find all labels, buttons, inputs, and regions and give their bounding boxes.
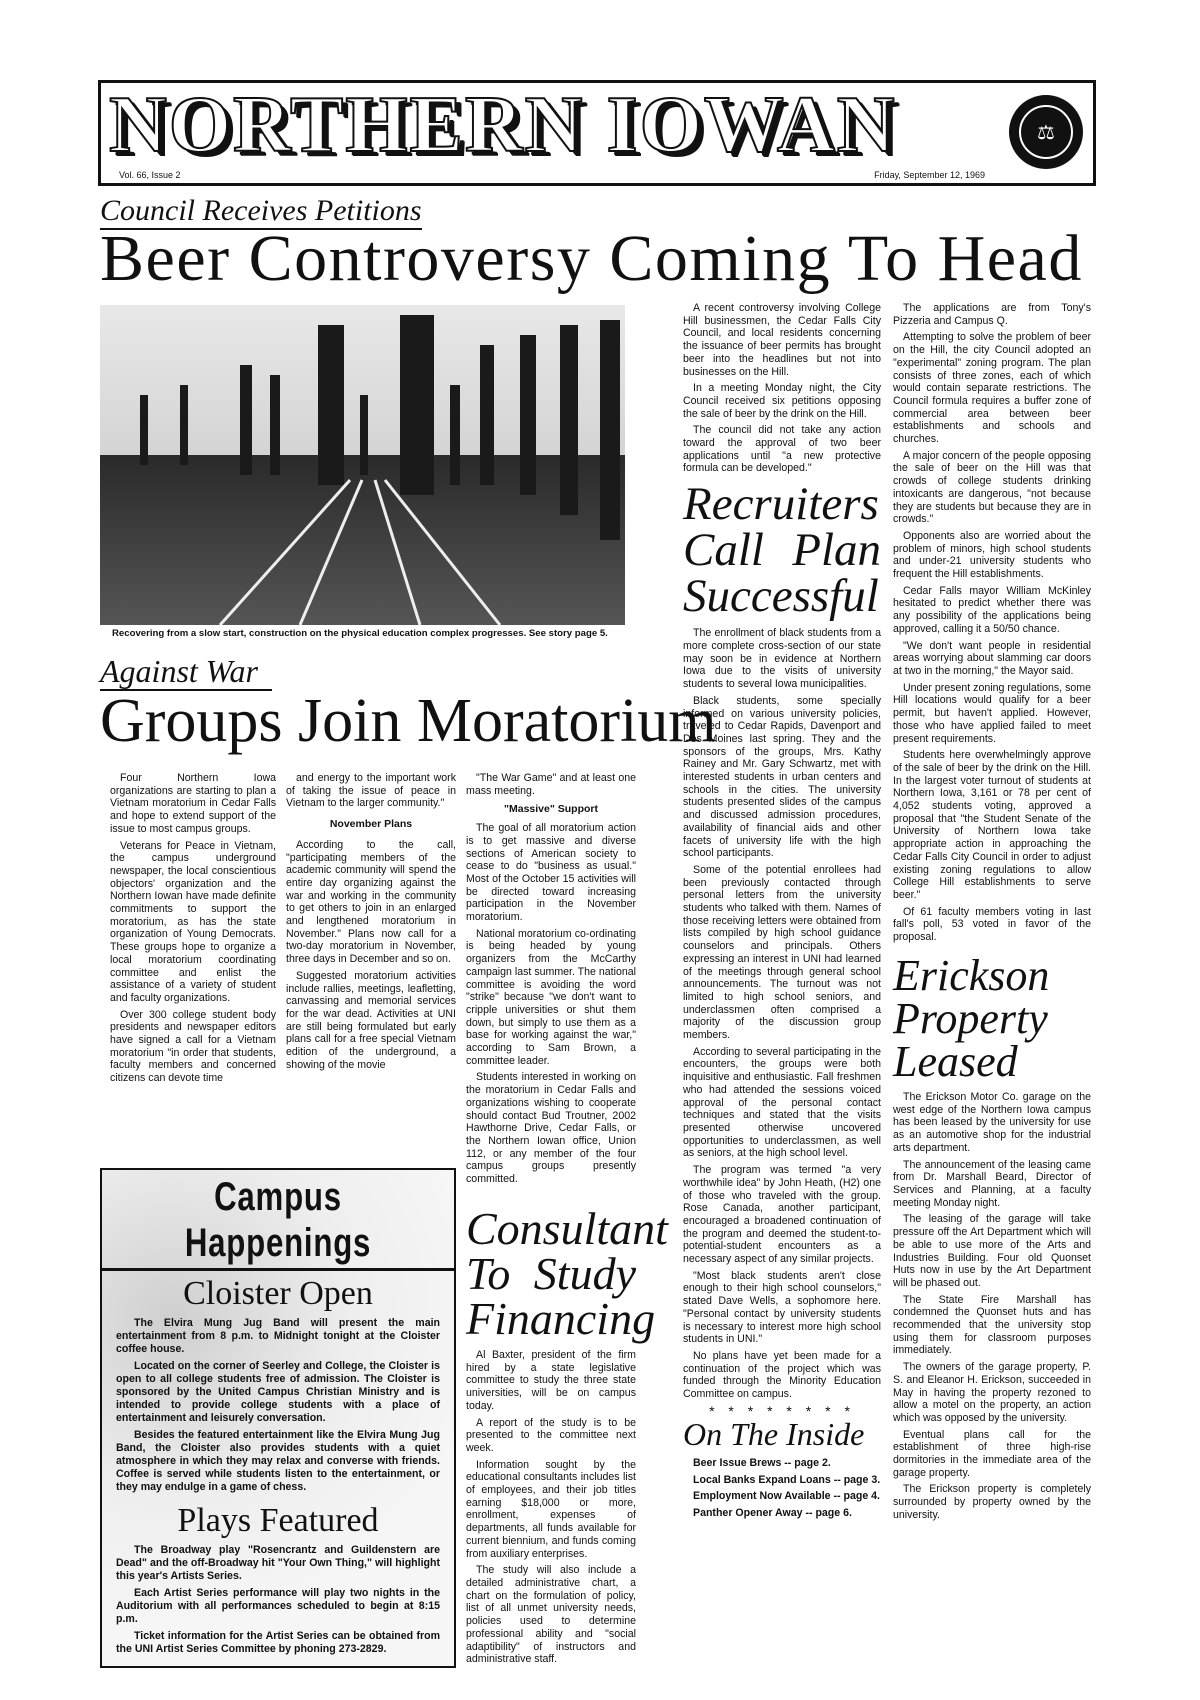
moratorium-column-3 <box>466 772 668 1670</box>
paragraph-list <box>286 772 456 810</box>
article-paragraph: The Erickson Motor Co. garage on the west edge of the Northern Iowa campus has been leased by the university for use as an automotive shop for the industrial arts department. <box>893 1091 1091 1154</box>
plays-featured-headline: Plays Featured <box>177 1502 379 1539</box>
article-paragraph: The study will also include a detailed administrative chart, a chart on the formulation of policy, list of all unmet university needs, policies used to determine professional ability and "social adaptibility" of instructors and administrative staff. <box>466 1564 636 1666</box>
article-paragraph: In a meeting Monday night, the City Council received six petitions opposing the sale of beer by the drink on the Hill. <box>683 382 881 420</box>
inside-item: Panther Opener Away -- page 6. <box>693 1506 852 1519</box>
photo-caption: Recovering from a slow start, construction on the physical education complex progresses. See story page 5. <box>112 628 608 639</box>
article-paragraph: Of 61 faculty members voting in last fall's poll, 53 voted in favor of the proposal. <box>893 905 1091 944</box>
article-paragraph: The program was termed "a very worthwhile idea" by John Heath, (H2) one of those who traveled with the group. Rose Canada, another participant, encouraged a broadened continuation of the program and deemed the student-to-potential-student encounters as a necessary aspect of any similar projects. <box>683 1164 881 1266</box>
article-paragraph: The enrollment of black students from a more complete cross-section of our state may soon be in evidence at Northern Iowa due to the visits of university students to several Iowa municipalities. <box>683 627 881 691</box>
campus-happenings-box <box>100 1168 456 1668</box>
article-paragraph: "We don't want people in residential areas worrying about slamming car doors at two in the morning," the Mayor said. <box>893 639 1091 677</box>
campus-happenings-title: Campus Happenings <box>184 1175 372 1265</box>
article-paragraph: No plans have yet been made for a continuation of the project which was funded through the Minority Education Committee on campus. <box>683 1349 881 1401</box>
paragraph-list <box>683 302 881 475</box>
article-paragraph: A recent controversy involving College Hill businessmen, the Cedar Falls City Council, and local residents concerning the issuance of beer permits has brought beer into the headlines but not into businesses on the Hill. <box>683 302 881 378</box>
column-5 <box>893 302 1091 1526</box>
article-paragraph: Under present zoning regulations, some Hill locations would qualify for a beer permit, but haven't applied. However, those who have applied failed to meet present requirements. <box>893 681 1091 745</box>
paragraph-list <box>893 1091 1091 1522</box>
moratorium-kicker: Against War <box>100 655 272 691</box>
article-paragraph: The State Fire Marshall has condemned the Quonset huts and has recommended that the university stop using them for classroom purposes immediately. <box>893 1293 1091 1357</box>
article-paragraph: Besides the featured entertainment like the Elvira Mung Jug Band, the Cloister also provides students with a quiet atmosphere in which they may relax and converse with friends. Coffee is served while students listen to the entertainment, or they may endulge in a game of chess. <box>116 1429 440 1493</box>
issue-date: Friday, September 12, 1969 <box>874 170 985 180</box>
article-paragraph: National moratorium co-ordinating is being headed by young organizers from the McCarthy campaign last summer. The national committee is avoiding the word "strike" because "we don't want to cripple universities or shut them down, but simply to use them as a base for working against the war," according to Sam Brown, a committee leader. <box>466 927 636 1067</box>
paragraph-list <box>286 839 456 1072</box>
inside-item: Local Banks Expand Loans -- page 3. <box>693 1473 881 1486</box>
article-paragraph: "The War Game" and at least one mass meeting. <box>466 772 636 797</box>
moratorium-headline: Groups Join Moratorium <box>100 687 717 755</box>
moratorium-column-2 <box>286 772 456 1075</box>
paragraph-list <box>102 1317 454 1494</box>
inside-item: Employment Now Available -- page 4. <box>693 1490 880 1503</box>
article-paragraph: Each Artist Series performance will play two nights in the Auditorium with all performances scheduled to begin at 8:15 p.m. <box>116 1587 440 1625</box>
paragraph-list <box>102 1544 454 1656</box>
subhead-november-plans: November Plans <box>329 818 413 831</box>
column-4 <box>683 302 881 1524</box>
paragraph-list <box>466 1349 636 1666</box>
article-paragraph: Students here overwhelmingly approve of the sale of beer by the drink on the Hill. In the largest voter turnout of students at Northern Iowa, 3,161 or 78 per cent of 4,052 students voting, approved a proposal that "the Student Senate of the University of Northern Iowa take appropriate action in approaching the Cedar Falls City Council in order to adjust existing zoning regulations to allow College Hill establishments to serve beer." <box>893 749 1091 901</box>
construction-photo <box>100 305 625 625</box>
paragraph-list <box>683 1457 881 1520</box>
newspaper-nameplate: NORTHERN IOWAN <box>109 81 897 169</box>
article-paragraph: The Erickson property is completely surrounded by property owned by the university. <box>893 1483 1091 1521</box>
beer-headline: Beer Controversy Coming To Head <box>100 222 1083 295</box>
article-paragraph: The Elvira Mung Jug Band will present the main entertainment from 8 p.m. to Midnight tonight at the Cloister coffee house. <box>116 1317 440 1355</box>
article-paragraph: Some of the potential enrollees had been previously contacted through personal letters from the university students who talked with them. Names of those receiving letters were obtained from lists compiled by high school guidance counselors and principals. Others expressing an interest in UNI had learned of the meetings through general school announcements. The turnout was not limited to high school seniors, and underclassmen often comprised a majority of the discussion group members. <box>683 863 881 1042</box>
article-paragraph: Over 300 college student body presidents and newspaper editors have signed a call for a Vietnam moratorium "in order that students, faculty members and concerned citizens can devote time <box>110 1008 276 1085</box>
article-paragraph: Four Northern Iowa organizations are starting to plan a Vietnam moratorium in Cedar Falls and hope to extend support of the issue to most campus groups. <box>110 772 276 835</box>
separator-stars: * * * * * * * * <box>709 1402 855 1419</box>
inside-item: Beer Issue Brews -- page 2. <box>693 1456 831 1469</box>
article-paragraph: According to several participating in the encounters, the groups were both inquisitive and enthusiastic. Fall freshmen who had attended the sessions voiced approval of the personal contact techniques and stated that the visits presented otherwise uncovered opportunities to underclassmen, as well as seniors, at the high school level. <box>683 1045 881 1160</box>
article-paragraph: Al Baxter, president of the firm hired by a state legislative committee to study the three state universities, will be on campus today. <box>466 1349 636 1412</box>
article-paragraph: The goal of all moratorium action is to get massive and diverse sections of American society to cease to do "business as usual." Most of the October 15 activities will be directed toward increasing participation in the November moratorium. <box>466 822 636 924</box>
article-paragraph: Attempting to solve the problem of beer on the Hill, the city Council adopted an "experimental" zoning program. The plan consists of three zones, each of which would contain separate restrictions. The Council formula requires a buffer zone of commercial area between beer establishments and schools and churches. <box>893 331 1091 446</box>
recruiters-headline: Recruiters Call Plan Successful <box>683 478 881 623</box>
paragraph-list <box>110 772 276 1085</box>
masthead <box>98 80 1096 186</box>
article-paragraph: The owners of the garage property, P. S. and Eleanor H. Erickson, succeeded in May in having the property rezoned to allow a motel on the property, an action which was opposed by the university. <box>893 1361 1091 1424</box>
article-paragraph: Located on the corner of Seerley and College, the Cloister is open to all college students free of admission. The Cloister is sponsored by the United Campus Christian Ministry and is intended to provide college students with a place of entertainment and leisurely conversation. <box>116 1360 440 1424</box>
article-paragraph: Black students, some specially informed on various university policies, traveled to Cedar Rapids, Davenport and Des Moines last spring. They and the sponsors of the groups, Mrs. Kathy Rainey and Mr. Gary Schwartz, met with interested students in urban centers and schools in the cities. The university students presented slides of the campus and discussed admission procedures, availability of financial aids and other facets of university life with the high school participants. <box>683 694 881 860</box>
article-paragraph: A report of the study is to be presented to the committee next week. <box>466 1416 636 1454</box>
article-paragraph: The Broadway play "Rosencrantz and Guildenstern are Dead" and the off-Broadway hit "Your Own Thing," will highlight this year's Artists Series. <box>116 1544 440 1582</box>
article-paragraph: Suggested moratorium activities include rallies, meetings, leafletting, canvassing and memorial services for the war dead. Activities at UNI are still being formulated but early plans call for a free special Vietnam edition of the underground, a showing of the movie <box>286 969 456 1071</box>
paragraph-list <box>466 772 636 797</box>
article-paragraph: Students interested in working on the moratorium in Cedar Falls and organizations wishing to cooperate should contact Bud Troutner, 2002 Hawthorne Drive, Cedar Falls, or the Northern Iowan office, Union 112, or any member of the four campus groups presently committed. <box>466 1071 636 1186</box>
paragraph-list <box>893 302 1091 944</box>
consultant-headline: Consultant To Study Financing <box>466 1202 668 1344</box>
article-paragraph: Opponents also are worried about the problem of minors, high school students and under-21 university students who frequent the Hill establishments. <box>893 529 1091 581</box>
cloister-open-headline: Cloister Open <box>183 1275 373 1312</box>
article-paragraph: According to the call, "participating members of the academic community will spend the entire day organizing against the war and working in the community to get others to join in an enlarged and lengthened moratorium in November." Plans now call for a two-day moratorium in November, three days in December and so on. <box>286 838 456 966</box>
beer-kicker: Council Receives Petitions <box>100 196 422 230</box>
paragraph-list <box>683 627 881 1400</box>
article-paragraph: Information sought by the educational consultants includes list of employees, and their job titles earning $18,000 or more, enrollment, expenses of departments, all funds available for current biennium, and funds coming from auxiliary enterprises. <box>466 1458 636 1560</box>
article-paragraph: The leasing of the garage will take pressure off the Art Department which will be able to use more of the Arts and Industries Building. Four old Quonset Huts now in use by the Art Department will be phased out. <box>893 1213 1091 1289</box>
article-paragraph: Veterans for Peace in Vietnam, the campus underground newspaper, the local conscientious objectors' organization and the Northern Iowan have made definite commitments to support the moratorium, as has the state organization of Young Democrats. These groups hope to organize a local moratorium coordinating committee and enlist the assistance of a variety of student and faculty organizations. <box>110 839 276 1004</box>
on-the-inside-title: On The Inside <box>683 1416 865 1453</box>
article-paragraph: Ticket information for the Artist Series can be obtained from the UNI Artist Series Committee by phoning 273-2829. <box>116 1630 440 1655</box>
erickson-headline: Erickson Property Leased <box>893 950 1050 1086</box>
article-paragraph: The applications are from Tony's Pizzeria and Campus Q. <box>893 302 1091 327</box>
subhead-massive-support: "Massive" Support <box>504 803 598 816</box>
university-seal-logo: ⚖ <box>1009 95 1083 169</box>
article-paragraph: Cedar Falls mayor William McKinley hesitated to predict whether there was any possibility of the applications being approved, calling it a 50/50 chance. <box>893 584 1091 635</box>
moratorium-column-1 <box>110 772 276 1089</box>
article-paragraph: and energy to the important work of taking the issue of peace in Vietnam to the larger community." <box>286 772 456 810</box>
volume-issue: Vol. 66, Issue 2 <box>119 170 181 180</box>
article-paragraph: A major concern of the people opposing the sale of beer on the Hill was that crowds of college students drinking intoxicants are dangerous, "not because they are students but because they are in crowds." <box>893 449 1091 526</box>
article-paragraph: The announcement of the leasing came from Dr. Marshall Beard, Director of Services and Planning, at a faculty meeting Monday night. <box>893 1158 1091 1209</box>
paragraph-list <box>466 822 636 1186</box>
divider <box>102 1268 454 1271</box>
article-paragraph: The council did not take any action toward the approval of two beer applications until "a new protective formula can be developed." <box>683 424 881 475</box>
article-paragraph: Eventual plans call for the establishment of three high-rise dormitories in the immediate area of the garage property. <box>893 1428 1091 1479</box>
article-paragraph: "Most black students aren't close enough to their high school counselors," stated Dave Wells, a sophomore here. "Personal contact by university students is necessary to interest more high school students in UNI." <box>683 1269 881 1346</box>
